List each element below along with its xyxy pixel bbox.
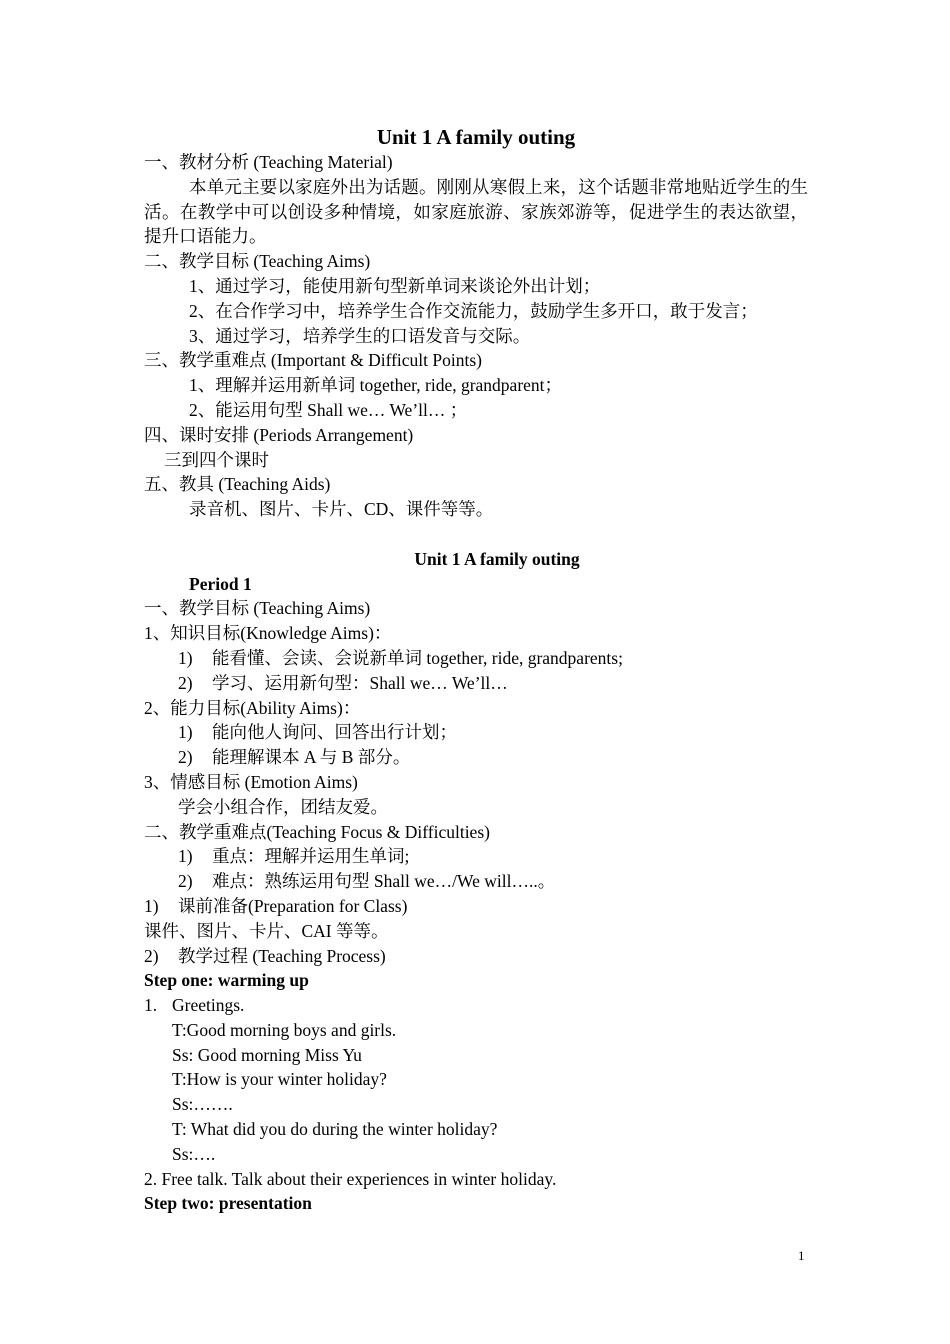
list-text: 教学过程 (Teaching Process) <box>178 945 386 966</box>
focus-item <box>144 844 808 869</box>
emotion-heading: 3、情感目标 (Emotion Aims) <box>144 771 358 792</box>
aims-item: 2、在合作学习中，培养学生合作交流能力，鼓励学生多开口，敢于发言； <box>189 300 758 321</box>
list-number: 1) <box>178 846 193 867</box>
list-number: 2) <box>178 672 193 693</box>
list-text: 课前准备(Preparation for Class) <box>178 895 408 916</box>
ability-item <box>144 745 808 770</box>
list-number: 2) <box>144 945 159 966</box>
list-text: 能看懂、会读、会说新单词 together, ride, grandparents; <box>212 647 623 668</box>
ability-item <box>144 720 808 745</box>
knowledge-item <box>144 646 808 671</box>
points-item: 1、理解并运用新单词 together, ride, grandparent； <box>189 375 563 396</box>
periods-text: 三到四个课时 <box>164 449 269 470</box>
dialogue-line: T: What did you do during the winter holiday? <box>172 1119 498 1140</box>
document-content <box>144 124 808 1216</box>
list-text: 难点：熟练运用句型 Shall we…/We will…..。 <box>212 871 556 892</box>
list-text: 能理解课本 A 与 B 部分。 <box>212 747 411 768</box>
list-text: 能向他人询问、回答出行计划； <box>212 722 457 743</box>
aims-item: 3、通过学习，培养学生的口语发音与交际。 <box>189 325 531 346</box>
list-number: 1) <box>144 895 159 916</box>
list-text: Greetings. <box>172 995 245 1016</box>
aids-text: 录音机、图片、卡片、CD、课件等等。 <box>189 499 494 520</box>
prep-heading <box>144 894 808 919</box>
aims-item: 1、通过学习，能使用新句型新单词来谈论外出计划； <box>189 275 601 296</box>
dialogue-line: Ss:…. <box>172 1143 216 1164</box>
step-two-heading: Step two: presentation <box>144 1193 312 1214</box>
section-heading-aids: 五、教具 (Teaching Aids) <box>144 474 331 495</box>
prep-text: 课件、图片、卡片、CAI 等等。 <box>144 920 389 941</box>
dialogue-line: Ss:……. <box>172 1094 233 1115</box>
knowledge-heading: 1、知识目标(Knowledge Aims)： <box>144 623 392 644</box>
greetings-item <box>144 993 808 1018</box>
knowledge-item <box>144 671 808 696</box>
page-number: 1 <box>798 1248 805 1263</box>
material-paragraph: 本单元主要以家庭外出为话题。刚刚从寒假上来，这个话题非常地贴近学生的生活。在教学中可以创设多种情境，如家庭旅游、家族郊游等，促进学生的表达欲望，提升口语能力。 <box>144 176 808 247</box>
focus-heading: 二、教学重难点(Teaching Focus & Difficulties) <box>144 821 490 842</box>
list-number: 1. <box>144 995 158 1016</box>
document-subtitle: Unit 1 A family outing <box>414 548 580 569</box>
step-one-heading: Step one: warming up <box>144 970 309 991</box>
period-label: Period 1 <box>189 573 252 594</box>
list-number: 2) <box>178 747 193 768</box>
document-title: Unit 1 A family outing <box>376 125 576 149</box>
list-number: 1) <box>178 647 193 668</box>
dialogue-line: T:How is your winter holiday? <box>172 1069 387 1090</box>
list-text: 重点：理解并运用生单词; <box>212 846 410 867</box>
points-item: 2、能运用句型 Shall we… We’ll… ； <box>189 399 468 420</box>
section-heading-aims: 二、教学目标 (Teaching Aims) <box>144 251 371 272</box>
focus-item <box>144 869 808 894</box>
list-text: 学习、运用新句型：Shall we… We’ll… <box>212 672 508 693</box>
ability-heading: 2、能力目标(Ability Aims)： <box>144 697 361 718</box>
section-heading-material: 一、教材分析 (Teaching Material) <box>144 152 393 172</box>
section-heading-points: 三、教学重难点 (Important & Difficult Points) <box>144 350 482 371</box>
section-heading-periods: 四、课时安排 (Periods Arrangement) <box>144 424 414 445</box>
emotion-text: 学会小组合作，团结友爱。 <box>178 796 388 817</box>
dialogue-line: Ss: Good morning Miss Yu <box>172 1044 362 1065</box>
process-heading <box>144 944 808 969</box>
list-number: 1) <box>178 722 193 743</box>
blank-line <box>144 522 808 547</box>
list-number: 2) <box>178 871 193 892</box>
period-aims-heading: 一、教学目标 (Teaching Aims) <box>144 598 371 619</box>
free-talk-item: 2. Free talk. Talk about their experiences in winter holiday. <box>144 1168 557 1189</box>
dialogue-line: T:Good morning boys and girls. <box>172 1019 397 1040</box>
